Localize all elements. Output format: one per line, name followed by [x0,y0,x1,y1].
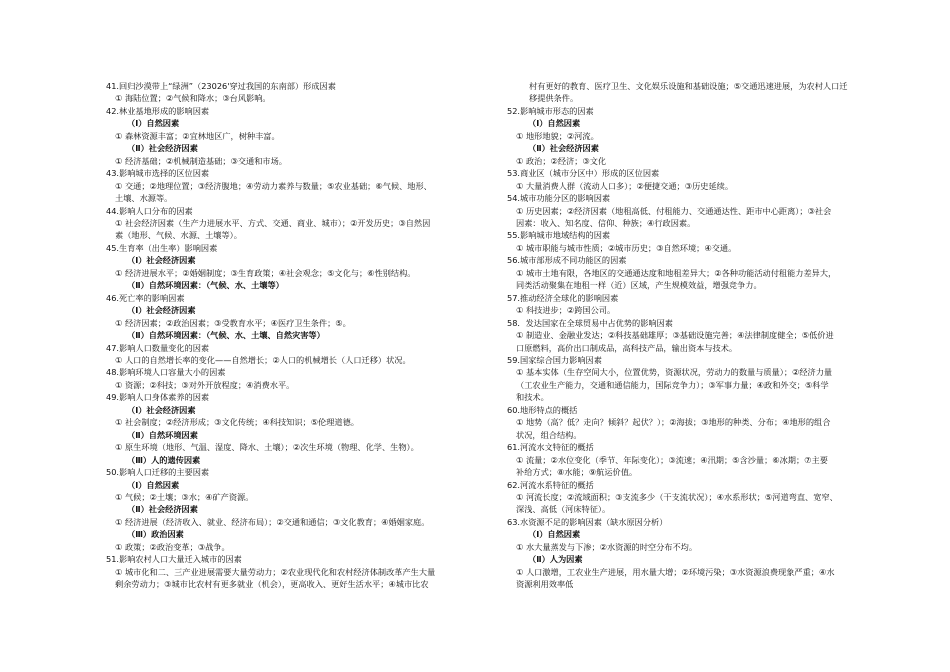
text-line: ① 流量；②水位变化（季节、年际变化）；③流速；④汛期；⑤含沙量；⑥冰期；⑦主要 [516,454,828,465]
section-heading: 53.商业区（城市分区中）形成的区位因素 [507,168,660,179]
subsection-heading: （Ⅱ）自然环境因素：（气候、水、土壤、自然灾害等） [127,330,325,341]
text-line: ① 经济因素；②政治因素；③受教育水平；④医疗卫生条件；⑤。 [115,317,351,328]
text-line: ① 资源；②科技；③对外开放程度；④消费水平。 [115,379,295,390]
section-heading: 48.影响环境人口容量大小的因素 [106,367,226,378]
text-line: ① 海陆位置；②气候和降水；③台风影响。 [115,93,271,104]
section-heading: 42.林业基地形成的影响因素 [106,105,210,116]
section-heading: 61.河流水文特征的概括 [507,442,594,453]
text-line: ① 经济进展水平；②婚姻制度；③生育政策；④社会观念；⑤文化与；⑥性别结构。 [115,267,416,278]
text-line: 因素：收入、知名度、信仰、种族；④行政因素。 [516,217,696,228]
text-line: ① 基本实体（生存空间大小，位置优势，资源状况，劳动力的数量与质量）；②经济力量 [516,367,833,378]
subsection-heading: （Ⅲ）政治因素 [127,529,184,540]
section-heading: 62.河流水系特征的概括 [507,479,594,490]
section-heading: 52.影响城市形态的因素 [507,105,594,116]
section-heading: 41.回归沙漠带上“绿洲”（23026'穿过我国的东南部）形成因素 [106,81,336,91]
subsection-heading: （Ⅰ）自然因素 [127,479,180,490]
text-line: ① 水大量蒸发与下渗；②水资源的时空分布不均。 [516,541,698,552]
section-heading: 57.推动经济全球化的影响因素 [507,292,619,303]
section-heading: 44.影响人口分布的因素 [106,205,193,216]
text-line: ① 原生环境（地形、气温、湿度、降水、土壤）；②次生环境（物理、化学、生物）。 [115,442,419,453]
text-line: ① 交通；②地理位置；③经济腹地；④劳动力素养与数量；⑤农业基础；⑥气候、地形、 [115,180,432,191]
subsection-heading: （Ⅰ）社会经济因素 [127,255,196,266]
text-line: ① 科技进步；②跨国公司。 [516,305,616,316]
text-line: ① 制造业、金融业发达；②科技基础雄厚；③基础设施完善；④法律制度健全；⑤低价进 [516,330,834,341]
text-line: ① 大量消费人群（流动人口多）；②便捷交通；③历史延续。 [516,180,734,191]
text-line: ① 人口的自然增长率的变化——自然增长；②人口的机械增长（人口迁移）状况。 [115,354,411,365]
text-line: 深浅、高低（河床特征）。 [516,504,611,515]
text-line: 状况，组合结构。 [516,429,582,440]
text-line: 和技术。 [516,392,549,403]
text-line: 补给方式；⑧水能；⑨航运价值。 [516,467,638,478]
text-line: ① 河流长度；②流域面积；③支流多少（干支流状况）；④水系形状；⑤河道弯直、宽窄、 [516,491,838,502]
text-line: ① 气候；②土壤；③水；④矿产资源。 [115,491,254,502]
left-column [106,80,446,591]
text-line: ① 地形地貌；②河流。 [516,130,599,141]
text-line: ① 城市职能与城市性质；②城市历史；③自然环境；④交通。 [516,242,737,253]
section-heading: 63.水资源不足的影响因素（缺水原因分析） [507,516,668,527]
subsection-heading: （Ⅲ）人的遗传因素 [127,454,201,465]
text-line: ① 经济基础；②机械制造基础；③交通和市场。 [115,155,287,166]
section-heading: 46.死亡率的影响因素 [106,292,185,303]
section-heading: 56.城市部形成不同功能区的因素 [507,255,627,266]
text-line: ① 人口激增，工农业生产进展，用水量大增；②环境污染；③水资源浪费现象严重；④水 [516,566,835,577]
text-line: 同类活动聚集在地租一样（近）区域，产生规模效益，增强竞争力。 [516,280,762,291]
text-line: ① 社会制度；②经济形成；③文化传统；④科技知识；⑤伦理道德。 [115,417,359,428]
section-heading: 51.影响农村人口大量迁入城市的因素 [106,554,242,565]
text-line: ① 政治；②经济；③文化 [516,155,607,166]
subsection-heading: （Ⅱ）人为因素 [528,554,583,565]
section-heading: 49.影响人口身体素养的因素 [106,392,210,403]
subsection-heading: （Ⅰ）社会经济因素 [127,305,196,316]
section-heading: 55.影响城市地域结构的因素 [507,230,611,241]
subsection-heading: （Ⅱ）社会经济因素 [127,504,198,515]
subsection-heading: （Ⅰ）社会经济因素 [127,404,196,415]
text-line: ① 城市化和二、三产业进展需要大量劳动力；②农业现代化和农村经济体制改革产生大量 [115,566,436,577]
text-line: ① 社会经济因素（生产力进展水平、方式、交通、商业、城市）；②开发历史；③自然因 [115,217,431,228]
text-line: 土壤、水源等。 [115,193,173,204]
section-heading: 43.影响城市选择的区位因素 [106,168,210,179]
text-line: （工农业生产能力，交通和通信能力，国际竞争力）；③军事力量；④政和外交；⑤科学 [516,379,829,390]
section-heading: 54.城市功能分区的影响因素 [507,193,611,204]
text-line: ① 政策；②政治变革；③战争。 [115,541,230,552]
text-line: 素（地形、气候、水源、土壤等）。 [115,230,242,241]
text-line: 资源利用效率低 [516,579,574,590]
subsection-heading: （Ⅰ）自然因素 [528,529,581,540]
text-line: 村有更好的教育、医疗卫生、文化娱乐设施和基础设施；⑤交通迅速进展，为农村人口迁 [529,81,848,91]
section-heading: 50.影响人口迁移的主要因素 [106,467,210,478]
section-heading: 45.生育率（出生率）影响因素 [106,242,218,253]
text-line: ① 城市土地有限，各地区的交通通达度和地租差异大；②各种功能活动付租能力差异大， [516,267,837,278]
section-heading: 60.地形特点的概括 [507,404,578,415]
subsection-heading: （Ⅰ）自然因素 [528,118,581,129]
subsection-heading: （Ⅱ）社会经济因素 [528,143,599,154]
text-line: 移提供条件。 [529,93,579,104]
subsection-heading: （Ⅱ）自然环境因素：（气候、水、土壤等） [127,280,284,291]
text-line: ① 森林资源丰富；②宜林地区广，树种丰富。 [115,130,280,141]
text-line: ① 经济进展（经济收入、就业、经济布局）；②交通和通信；③文化教育；④婚姻家庭。 [115,516,430,527]
subsection-heading: （Ⅱ）自然环境因素 [127,429,198,440]
right-column [507,80,847,591]
text-line: 剩余劳动力；③城市比农村有更多就业（机会），更高收入、更好生活水平；④城市比农 [115,579,429,590]
subsection-heading: （Ⅰ）自然因素 [127,118,180,129]
section-heading: 58．发达国家在全球贸易中占优势的影响因素 [507,317,673,328]
subsection-heading: （Ⅱ）社会经济因素 [127,143,198,154]
text-line: ① 地势（高？低？走向？倾斜？起伏？）；②海拔；③地形的种类、分布；④地形的组合 [516,417,831,428]
text-line: ① 历史因素；②经济因素（地租高低、付租能力、交通通达性、距市中心距离）；③社会 [516,205,832,216]
text-line: 口原燃料，高价出口制成品，高科技产品，输出资本与技术。 [516,342,738,353]
section-heading: 59.国家综合国力影响因素 [507,354,602,365]
section-heading: 47.影响人口数量变化的因素 [106,342,210,353]
